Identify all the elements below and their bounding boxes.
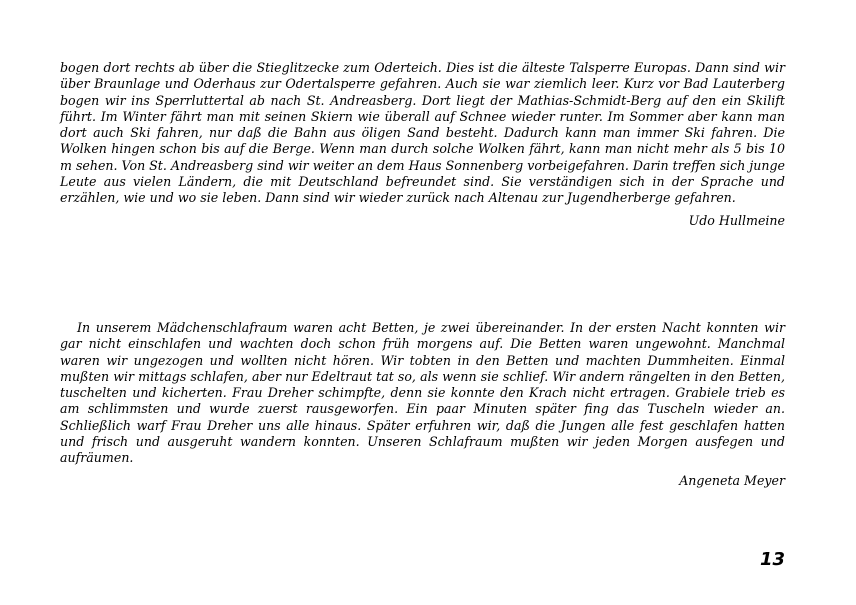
page-number: 13 (759, 549, 785, 570)
author-name: Udo Hullmeine (688, 212, 785, 228)
author-name: Angeneta Meyer (679, 472, 785, 488)
story-paragraph: bogen dort rechts ab über die Stieglitzecke zum Oderteich. Dies ist die älteste Talsperre Europas. Dann sind wir über Braunlage und Oderhaus zur Odertalsperre gefahren. Auch sie war ziemlich leer. Kurz vor Bad Lauterberg bogen wir ins Sperrluttertal ab nach St. Andreasberg. Dort liegt der Mathias-Schmidt-Berg auf den ein Skilift führt. Im Winter fährt man mit seinen Skiern wie überall auf Schnee wieder runter. Im Sommer aber kann man dort auch Ski fahren, nur daß die Bahn aus öligen Sand besteht. Dadurch kann man immer Ski fahren. Die Wolken hingen schon bis auf die Berge. Wenn man durch solche Wolken fährt, kann man nicht mehr als 5 bis 10 m sehen. Von St. Andreasberg sind wir weiter an dem Haus Sonnenberg vorbeigefahren. Darin treffen sich junge Leute aus vielen Ländern, die mit Deutschland befreundet sind. Sie verständigen sich in der Sprache und erzählen, wie und wo sie leben. Dann sind wir wieder zurück nach Altenau zur Jugendherberge gefahren. (60, 60, 785, 206)
story-section-2 (60, 320, 785, 489)
story-paragraph: In unserem Mädchenschlafraum waren acht Betten, je zwei übereinander. In der ersten Nacht konnten wir gar nicht einschlafen und wachten doch schon früh morgens auf. Die Betten waren ungewohnt. Manchmal waren wir ungezogen und wollten nicht hören. Wir tobten in den Betten und machten Dummheiten. Einmal mußten wir mittags schlafen, aber nur Edeltraut tat so, als wenn sie schlief. Wir andern rängelten in den Betten, tuschelten und kicherten. Frau Dreher schimpfte, denn sie konnte den Krach nicht ertragen. Grabiele trieb es am schlimmsten und wurde zuerst rausgeworfen. Ein paar Minuten später fing das Tuscheln wieder an. Schließlich warf Frau Dreher uns alle hinaus. Später erfuhren wir, daß die Jungen alle fest geschlafen hatten und frisch und ausgeruht wandern konnten. Unseren Schlafraum mußten wir jeden Morgen ausfegen und aufräumen. (60, 320, 785, 466)
story-section-1 (60, 60, 785, 229)
